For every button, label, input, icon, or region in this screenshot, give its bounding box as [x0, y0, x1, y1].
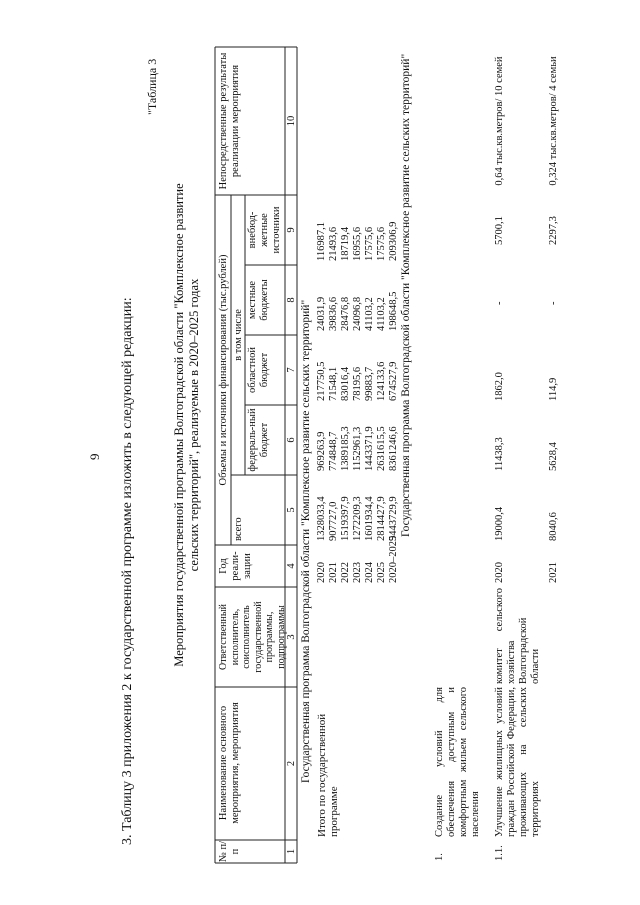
header-loc: местные бюджеты: [247, 279, 270, 321]
row-1-1-fed: 5628,4: [548, 442, 559, 471]
total-fed: 774848,7: [328, 431, 339, 471]
total-sum: 1601934,4: [364, 496, 375, 541]
header-year: Год реали-зации: [218, 551, 253, 581]
total-fed: 8361246,6: [388, 426, 399, 471]
program-heading-row: Государственная программа Волгоградской области "Комплексное развитие сельских территорий": [300, 299, 312, 783]
header-name: Наименование основного мероприятия, мероприятия: [218, 702, 241, 824]
total-sum: 1519397,9: [340, 496, 351, 541]
col-number-10: 10: [286, 115, 297, 127]
col-number-3: 3: [286, 634, 297, 640]
row-1-name: Создание условий для обеспечения доступным и комфортным жильем сельского населения: [434, 687, 481, 837]
col-number-4: 4: [286, 563, 297, 569]
total-reg: 124133,6: [376, 361, 387, 401]
program-heading-row-2: Государственная программа Волгоградской области "Комплексное развитие сельских территорий": [400, 53, 412, 537]
row-1-1-fed: 11438,3: [494, 437, 505, 471]
col-number-2: 2: [286, 760, 297, 767]
table-title: Мероприятия государственной программы Волгоградской области "Комплексное развитие сельских территорий", реализуемые в 2020–2025 годах: [172, 183, 201, 667]
total-sum-column: [316, 496, 400, 541]
col-number-9: 9: [286, 227, 297, 233]
total-ext: 18719,4: [340, 226, 351, 261]
header-volumes: Объемы и источники финансирования (тыс.рублей): [218, 254, 229, 486]
total-reg: 83016,4: [340, 366, 351, 401]
total-loc-column: [316, 292, 400, 331]
header-reg: областной бюджет: [247, 347, 270, 393]
row-1-1-year: 2021: [548, 562, 559, 583]
total-ext-column: [316, 222, 400, 261]
row-1-1-name: Улучшение жилищных условий граждан Российской Федерации, проживающих на сельских территориях: [494, 687, 541, 837]
total-ext: 16955,6: [352, 226, 363, 261]
col-number-8: 8: [286, 297, 297, 303]
row-1-1-result: 0,64 тыс.кв.метров/ 10 семей: [494, 56, 505, 186]
row-1-number: 1.: [434, 853, 445, 861]
total-label: Итого по государственной программе: [316, 713, 340, 837]
table-label: "Таблица 3: [145, 58, 159, 115]
total-loc: 41103,2: [364, 297, 375, 331]
total-sum: 2814427,9: [376, 496, 387, 541]
total-year: 2023: [352, 562, 363, 583]
header-total: всего: [233, 517, 244, 541]
total-year: 2024: [364, 562, 375, 583]
total-year: 2022: [340, 562, 351, 583]
total-sum: 1272209,3: [352, 496, 363, 541]
total-ext: 17575,6: [376, 226, 387, 261]
total-sum: 907727,0: [328, 501, 339, 541]
col-number-1: 1: [286, 848, 297, 855]
row-1-1-reg: 1862,0: [494, 372, 505, 401]
header-result: Непосредственные результаты реализации мероприятия: [218, 52, 241, 190]
total-fed: 1443371,9: [364, 426, 375, 471]
header-incl: в том числе: [233, 309, 244, 361]
total-reg: 71548,1: [328, 366, 339, 401]
total-fed: 1152961,3: [352, 426, 363, 471]
total-loc: 28476,8: [340, 296, 351, 331]
total-reg: 99883,7: [364, 366, 375, 401]
total-years: [316, 536, 400, 583]
total-reg: 217750,5: [316, 361, 327, 401]
total-year: 2020–2025: [388, 535, 399, 583]
header-resp: Ответственный исполнитель, соисполнитель государственной программы, подпрограммы: [218, 601, 287, 673]
total-fed: 1389185,3: [340, 426, 351, 471]
total-loc: 24096,8: [352, 296, 363, 331]
row-1-1-number: 1.1.: [494, 845, 505, 861]
total-ext: 21493,6: [328, 226, 339, 261]
intro-text: 3. Таблицу 3 приложения 2 к государственной программе изложить в следующей редакции:: [120, 297, 135, 845]
col-number-6: 6: [286, 437, 297, 443]
page-number: 9: [87, 453, 102, 460]
header-num: № п/п: [218, 840, 241, 863]
total-loc: 39836,6: [328, 296, 339, 331]
total-fed: 2631615,5: [376, 426, 387, 471]
row-1-1-loc: -: [494, 301, 505, 305]
col-number-5: 5: [286, 507, 297, 513]
total-fed: 969263,9: [316, 431, 327, 471]
row-1-1-total: 8040,6: [548, 512, 559, 541]
total-fed-column: [316, 426, 400, 471]
header-ext: внебюд-жетные источники: [247, 206, 282, 254]
total-loc: 41103,2: [376, 297, 387, 331]
col-number-7: 7: [286, 367, 297, 373]
row-1-1-year: 2020: [494, 562, 505, 583]
total-year: 2021: [328, 562, 339, 583]
row-1-1-reg: 114,9: [548, 377, 559, 401]
row-1-1-total: 19000,4: [494, 506, 505, 541]
total-year: 2020: [316, 562, 327, 583]
total-reg: 674527,9: [388, 361, 399, 401]
total-sum: 1328033,4: [316, 496, 327, 541]
row-1-1-loc: -: [548, 301, 559, 305]
total-loc: 24031,9: [316, 296, 327, 331]
row-1-1-responsible: комитет сельского хозяйства Волгоградской области: [494, 588, 541, 684]
total-sum: 9443729,9: [388, 496, 399, 541]
total-ext: 116987,1: [316, 222, 327, 261]
total-year: 2025: [376, 562, 387, 583]
total-reg: 78195,6: [352, 366, 363, 401]
header-fed: федераль-ный бюджет: [247, 408, 270, 472]
row-1-1-result: 0,324 тыс.кв.метров/ 4 семьи: [548, 56, 559, 186]
total-ext: 209306,9: [388, 221, 399, 261]
row-1-1-ext: 5700,1: [494, 216, 505, 245]
total-loc: 198648,5: [388, 291, 399, 331]
row-1-1-ext: 2297,3: [548, 216, 559, 245]
total-reg-column: [316, 362, 400, 401]
total-ext: 17575,6: [364, 226, 375, 261]
